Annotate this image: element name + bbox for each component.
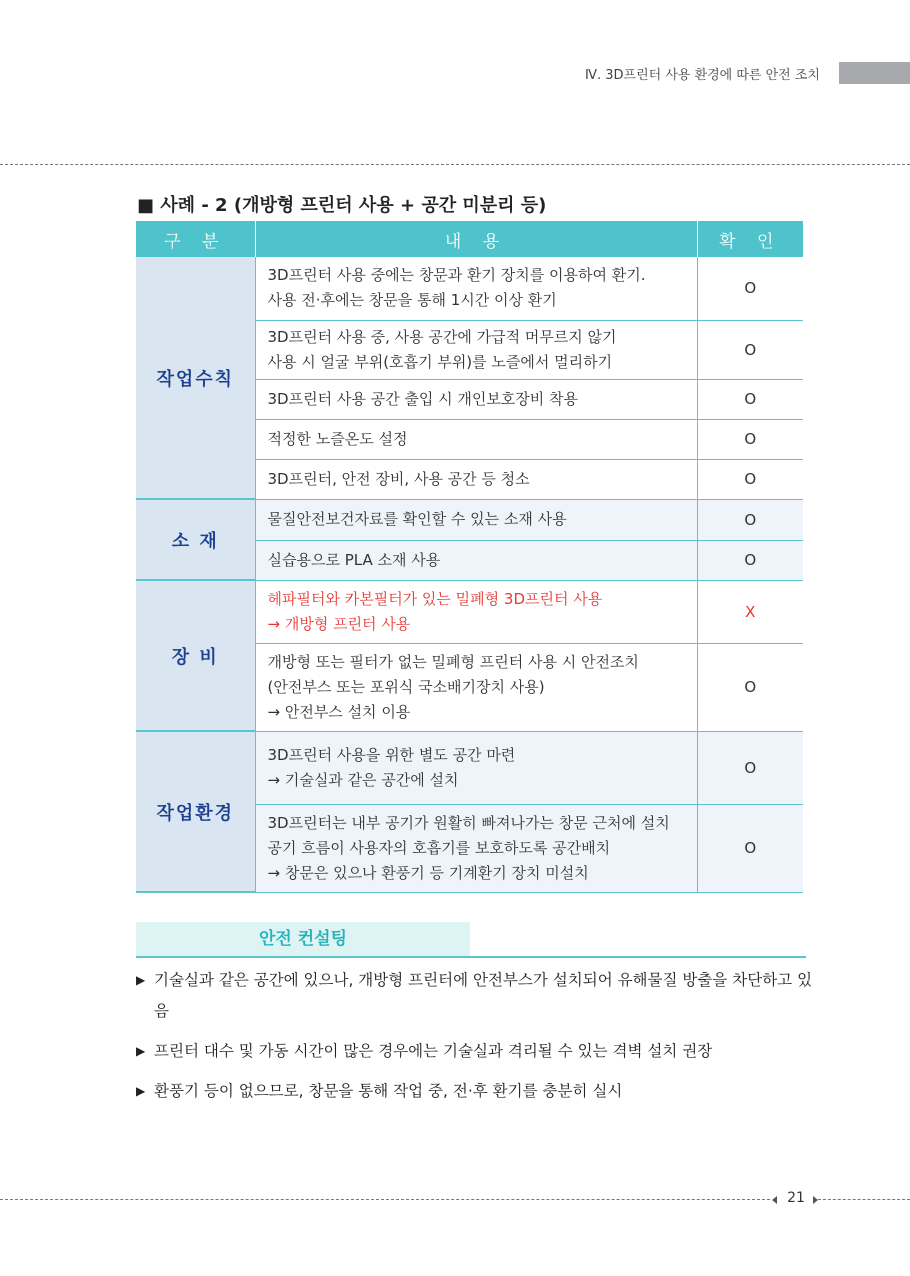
content-line: 3D프린터 사용을 위한 별도 공간 마련 (267, 745, 516, 764)
top-divider (0, 164, 910, 165)
content-line: 3D프린터 사용 중에는 창문과 환기 장치를 이용하여 환기. (267, 266, 646, 285)
content-cell (255, 499, 697, 540)
content-line: 3D프린터는 내부 공기가 원활히 빠져나가는 창문 근처에 설치 (267, 813, 670, 832)
content-line: (안전부스 또는 포위식 국소배기장치 사용) (267, 677, 545, 696)
category-cell (136, 580, 255, 731)
check-cell: O (697, 379, 803, 419)
content-cell (255, 419, 697, 459)
content-line: → 안전부스 설치 이용 (267, 702, 411, 721)
triangle-bullet-icon: ▶ (136, 1044, 146, 1058)
category-label: 작업환경 (156, 802, 235, 824)
check-cell: O (697, 320, 803, 379)
footer-arrow-right-icon (813, 1196, 818, 1204)
list-item-text: 기술실과 같은 공간에 있으나, 개방형 프린터에 안전부스가 설치되어 유해물질 방출을 차단하고 있음 (154, 971, 813, 1020)
page-number: 21 (787, 1190, 805, 1206)
content-line: 헤파필터와 카본필터가 있는 밀폐형 3D프린터 사용 (267, 589, 603, 608)
consulting-divider (136, 956, 806, 958)
check-cell: O (697, 731, 803, 804)
check-cell: X (697, 580, 803, 643)
check-cell: O (697, 643, 803, 731)
column-header-category: 구 분 (136, 221, 255, 257)
check-cell: O (697, 419, 803, 459)
content-line: 3D프린터 사용 공간 출입 시 개인보호장비 착용 (267, 389, 579, 408)
content-line: 3D프린터, 안전 장비, 사용 공간 등 청소 (267, 469, 530, 488)
category-cell (136, 731, 255, 892)
category-cell (136, 257, 255, 499)
content-line: 개방형 또는 필터가 없는 밀폐형 프린터 사용 시 안전조치 (267, 652, 639, 671)
content-line: 3D프린터 사용 중, 사용 공간에 가급적 머무르지 않기 (267, 327, 617, 346)
content-cell (255, 580, 697, 643)
category-cell (136, 499, 255, 580)
content-line: → 기술실과 같은 공간에 설치 (267, 770, 459, 789)
checklist-table (136, 221, 803, 893)
column-header-content: 내 용 (255, 221, 697, 257)
list-item-text: 환풍기 등이 없으므로, 창문을 통해 작업 중, 전·후 환기를 충분히 실시 (154, 1082, 623, 1100)
content-line: 실습용으로 PLA 소재 사용 (267, 550, 441, 569)
content-line: 적정한 노즐온도 설정 (267, 429, 408, 448)
triangle-bullet-icon: ▶ (136, 973, 146, 987)
list-item-text: 프린터 대수 및 가동 시간이 많은 경우에는 기술실과 격리될 수 있는 격벽 설치 권장 (154, 1042, 713, 1060)
table-header-row (136, 221, 803, 257)
running-header: Ⅳ. 3D프린터 사용 환경에 따른 안전 조치 (584, 68, 820, 83)
table-row (136, 731, 803, 804)
table-row (136, 499, 803, 540)
table-row (136, 257, 803, 320)
consulting-title: 안전 컨설팅 (136, 922, 470, 956)
footer-divider-left (0, 1199, 770, 1200)
category-label: 소 재 (171, 530, 219, 552)
list-item (136, 1036, 816, 1067)
content-cell (255, 731, 697, 804)
content-line: 물질안전보건자료를 확인할 수 있는 소재 사용 (267, 510, 567, 528)
category-label: 작업수칙 (156, 368, 235, 390)
content-line: 공기 흐름이 사용자의 호흡기를 보호하도록 공간배치 (267, 838, 611, 857)
content-line: 사용 전·후에는 창문을 통해 1시간 이상 환기 (267, 291, 557, 310)
content-line: → 창문은 있으나 환풍기 등 기계환기 장치 미설치 (267, 863, 589, 882)
header-tab (839, 62, 910, 84)
case-title: ■ 사례 - 2 (개방형 프린터 사용 + 공간 미분리 등) (137, 195, 547, 216)
content-cell (255, 804, 697, 892)
content-cell (255, 459, 697, 499)
content-cell (255, 320, 697, 379)
content-line: → 개방형 프린터 사용 (267, 614, 411, 633)
content-line: 사용 시 얼굴 부위(호흡기 부위)를 노즐에서 멀리하기 (267, 352, 613, 371)
check-cell: O (697, 257, 803, 320)
footer-divider-right (818, 1199, 910, 1200)
footer-arrow-left-icon (772, 1196, 777, 1204)
check-cell: O (697, 540, 803, 580)
check-cell: O (697, 459, 803, 499)
check-cell: O (697, 804, 803, 892)
content-cell (255, 540, 697, 580)
list-item (136, 1076, 816, 1107)
triangle-bullet-icon: ▶ (136, 1084, 146, 1098)
content-cell (255, 379, 697, 419)
list-item (136, 965, 816, 1027)
content-cell (255, 257, 697, 320)
table-row (136, 580, 803, 643)
column-header-check: 확 인 (697, 221, 803, 257)
content-cell (255, 643, 697, 731)
category-label: 장 비 (171, 646, 219, 668)
check-cell: O (697, 499, 803, 540)
consulting-list (136, 965, 816, 1116)
